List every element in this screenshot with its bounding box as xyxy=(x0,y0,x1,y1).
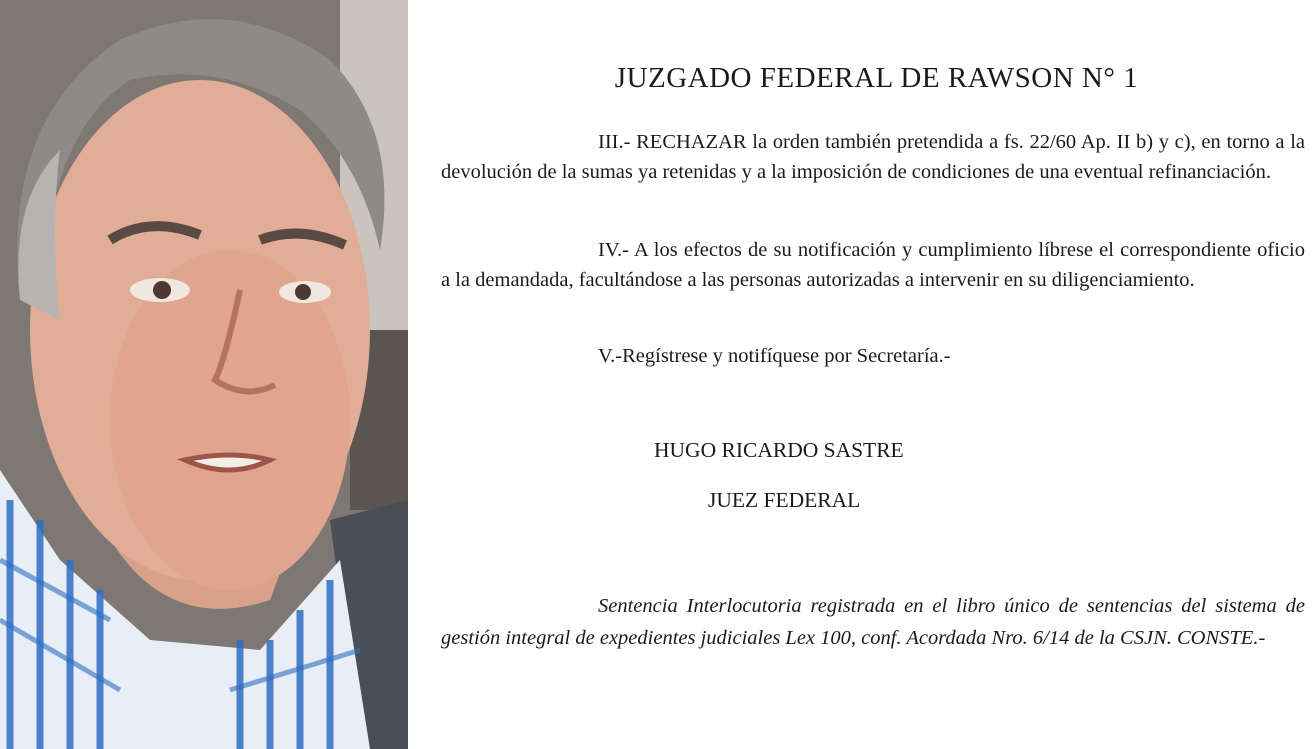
portrait-illustration xyxy=(0,0,408,749)
signature-role: JUEZ FEDERAL xyxy=(708,488,861,512)
paragraph-iv: IV.- A los efectos de su notificación y cumplimiento líbrese el correspondiente oficio a la demandada, facultándose a las personas autorizadas a intervenir en su diligenciamiento. xyxy=(441,239,1305,291)
document-title: JUZGADO FEDERAL DE RAWSON N° 1 xyxy=(614,62,1139,94)
portrait-photo xyxy=(0,0,408,749)
signature-name: HUGO RICARDO SASTRE xyxy=(654,438,904,462)
paragraph-iii: III.- RECHAZAR la orden también pretendida a fs. 22/60 Ap. II b) y c), en torno a la devolución de la sumas ya retenidas y a la imposición de condiciones de una eventual refinanciación. xyxy=(441,131,1305,183)
paragraph-v: V.-Regístrese y notifíquese por Secretaría.- xyxy=(598,345,951,367)
document-page xyxy=(408,0,1315,749)
registration-note: Sentencia Interlocutoria registrada en el libro único de sentencias del sistema de gestión integral de expedientes judiciales Lex 100, conf. Acordada Nro. 6/14 de la CSJN. CONSTE.- xyxy=(441,595,1305,649)
